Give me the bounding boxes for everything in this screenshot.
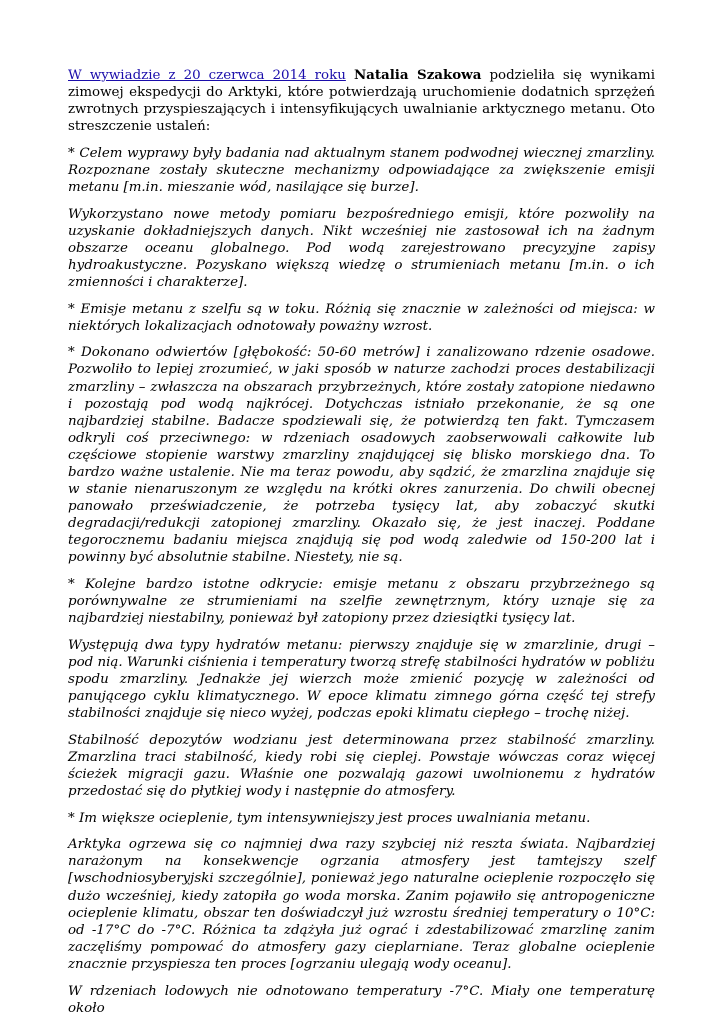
- article-body: [68, 67, 655, 1024]
- paragraph-9: Arktyka ogrzewa się co najmniej dwa razy szybciej niż reszta świata. Najbardziej narażonym na konsekwencje ogrzania atmosfery jest tamtejszy szelf [wschodniosyberyjski szczególnie], ponieważ jego naturalne ocieplenie rozpoczęło się dużo wcześniej, kiedy zatopiła go woda morska. Zanim pojawiło się antropogeniczne ocieplenie klimatu, obszar ten doświadczył już wzrostu średniej temperatury o 10°C: od -17°C do -7°C. Różnica ta zdążyła już ograć i zdestabilizować zmarzlinę zanim zaczęliśmy pompować do atmosfery gazy cieplarniane. Teraz globalne ocieplenie znacznie przyspiesza ten proces [ogrzaniu ulegają wody oceanu].: [68, 837, 655, 972]
- paragraph-2: Wykorzystano nowe metody pomiaru bezpośredniego emisji, które pozwoliły na uzyskanie dokładniejszych danych. Nikt wcześniej nie zastosował ich na żadnym obszarze oceanu globalnego. Pod wodą zarejestrowano precyzyjne zapisy hydroakustyczne. Pozyskano większą wiedzę o strumieniach metanu [m.in. o ich zmienności i charakterze].: [68, 206, 655, 291]
- intro-text: podzieliła się wynikami zimowej ekspedycji do Arktyki, które potwierdzają uruchomienie dodatnich sprzężeń zwrotnych przyspieszających i intensyfikujących uwalnianie arktycznego metanu. Oto streszczenie ustaleń:: [68, 68, 656, 135]
- paragraph-5: * Kolejne bardzo istotne odkrycie: emisje metanu z obszaru przybrzeżnego są porównywalne ze strumieniami na szelfie zewnętrznym, który uznaje się za najbardziej niestabilny, ponieważ był zatopiony przez dziesiątki tysięcy lat.: [68, 577, 655, 627]
- paragraph-6: Występują dwa typy hydratów metanu: pierwszy znajduje się w zmarzlinie, drugi – pod nią. Warunki ciśnienia i temperatury tworzą strefę stabilności hydratów w pobliżu spodu zmarzliny. Jednakże jej wierzch może zmienić pozycję w zależności od panującego cyklu klimatycznego. W epoce klimatu zimnego górna część tej strefy stabilności znajduje się nieco wyżej, podczas epoki klimatu ciepłego – trochę niżej.: [68, 637, 655, 722]
- paragraph-10: W rdzeniach lodowych nie odnotowano temperatury -7°C. Miały one temperaturę około: [68, 983, 655, 1016]
- paragraph-3: * Emisje metanu z szelfu są w toku. Różnią się znacznie w zależności od miejsca: w niektórych lokalizacjach odnotowały poważny wzrost.: [68, 301, 655, 334]
- interview-link[interactable]: W wywiadzie z 20 czerwca 2014 roku: [68, 68, 346, 83]
- paragraph-4: * Dokonano odwiertów [głębokość: 50-60 metrów] i zanalizowano rdzenie osadowe. Pozwoliło to lepiej zrozumieć, w jaki sposób w naturze zachodzi proces destabilizacji zmarzliny – zwłaszcza na obszarach przybrzeżnych, które zostały zatopione niedawno i pozostają pod wodą najkrócej. Dotychczas istniało przekonanie, że są one najbardziej stabilne. Badacze spodziewali się, że potwierdzą ten fakt. Tymczasem odkryli coś przeciwnego: w rdzeniach osadowych zaobserwowali całkowite lub częściowe stopienie warstwy zmarzliny znajdującej się blisko morskiego dna. To bardzo ważne ustalenie. Nie ma teraz powodu, aby sądzić, że zmarzlina znajduje się w stanie nienaruszonym ze względu na krótki okres zanurzenia. Do chwili obecnej panowało przeświadczenie, że potrzeba tysięcy lat, aby zobaczyć skutki degradacji/redukcji zatopionej zmarzliny. Okazało się, że jest inaczej. Poddane tegorocznemu badaniu miejsca znajdują się pod wodą zaledwie od 150-200 lat i powinny być absolutnie stabilne. Niestety, nie są.: [68, 345, 655, 566]
- intro-paragraph: [68, 67, 655, 135]
- paragraph-7: Stabilność depozytów wodzianu jest determinowana przez stabilność zmarzliny. Zmarzlina traci stabilność, kiedy robi się cieplej. Powstaje wówczas coraz więcej ścieżek migracji gazu. Właśnie one pozwalają gazowi uwolnionemu z hydratów przedostać się do płytkiej wody i następnie do atmosfery.: [68, 732, 655, 800]
- author-name: Natalia Szakowa: [353, 67, 482, 83]
- paragraph-1: * Celem wyprawy były badania nad aktualnym stanem podwodnej wiecznej zmarzliny. Rozpoznane zostały skuteczne mechanizmy odpowiadające za zwiększenie emisji metanu [m.in. mieszanie wód, nasilające się burze].: [68, 145, 655, 196]
- paragraph-8: * Im większe ocieplenie, tym intensywniejszy jest proces uwalniania metanu.: [68, 810, 591, 826]
